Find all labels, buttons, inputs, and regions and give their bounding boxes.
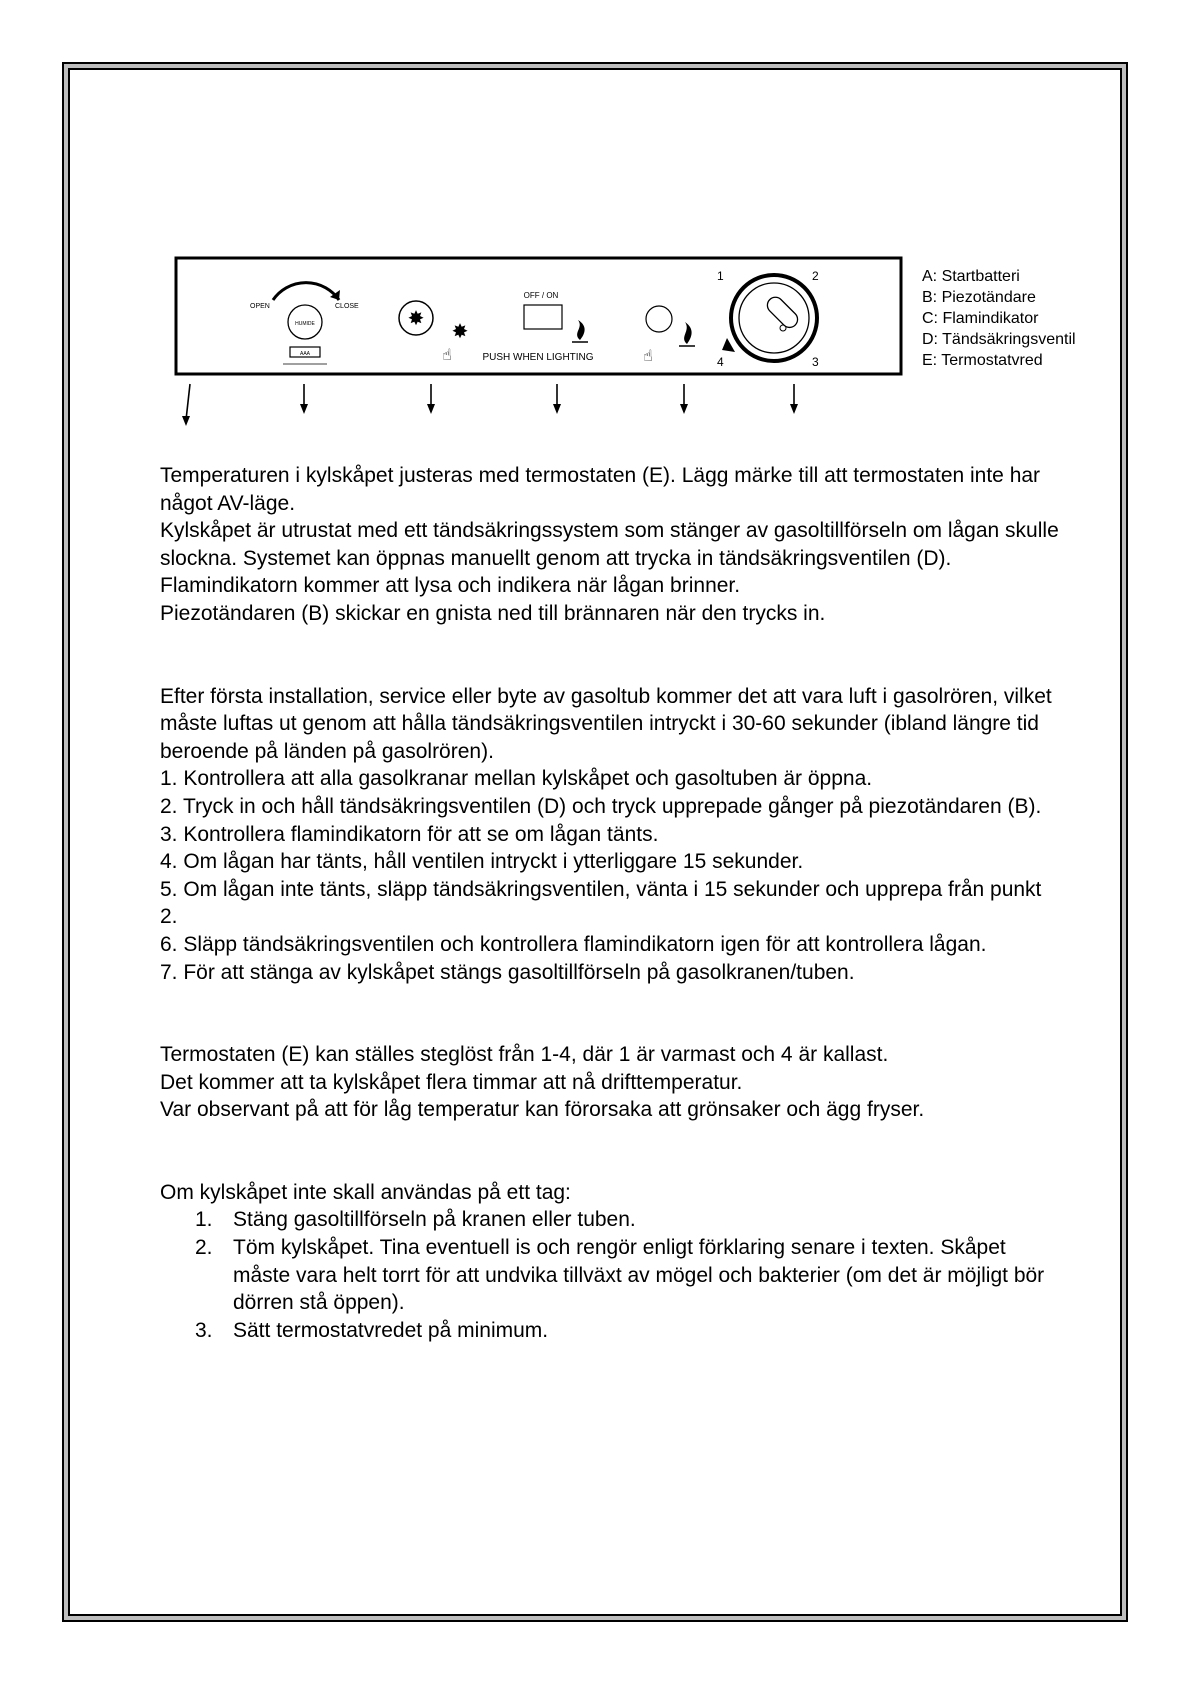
- step: 7. För att stänga av kylskåpet stängs gasoltillförseln på gasolkranen/tuben.: [160, 960, 855, 984]
- dial-number: 1: [717, 269, 724, 283]
- step: 5. Om lågan inte tänts, släpp tändsäkringsventilen, vänta i 15 sekunder och upprepa från punkt 2.: [160, 877, 1042, 929]
- safety-valve-button: [643, 306, 695, 365]
- dial-number: 4: [717, 355, 724, 369]
- paragraph: Flamindikatorn kommer att lysa och indikera när lågan brinner.: [160, 574, 741, 598]
- paragraph: Piezotändaren (B) skickar en gnista ned till brännaren när den trycks in.: [160, 601, 826, 625]
- list-number: 2.: [195, 1236, 213, 1260]
- paragraph: Efter första installation, service eller byte av gasoltub kommer det att vara luft i gasolrören, vilket måste luftas ut genom att hålla tändsäkringsventilen intryckt i 30-60 sekunder (ibland längre tid beroende på länden på gasolrören).: [160, 684, 1052, 763]
- list-item: [160, 1317, 1060, 1345]
- intro-section: [160, 462, 1060, 628]
- step: 6. Släpp tändsäkringsventilen och kontrollera flamindikatorn igen för att kontrollera lågan.: [160, 932, 987, 956]
- list-number: 1.: [195, 1208, 213, 1232]
- legend-item: A: Startbatteri: [922, 268, 1020, 285]
- thermostat-dial: [717, 269, 819, 369]
- control-panel-diagram: [0, 0, 1191, 440]
- close-label: CLOSE: [335, 303, 359, 310]
- spark-icon: ✸: [407, 306, 425, 330]
- label-arrows: [182, 384, 798, 426]
- step: 2. Tryck in och håll tändsäkringsventilen (D) och tryck upprepade gånger på piezotändaren (B).: [160, 794, 1042, 818]
- step: 4. Om lågan har tänts, håll ventilen intryckt i ytterliggare 15 sekunder.: [160, 850, 804, 874]
- list-text: Töm kylskåpet. Tina eventuell is och rengör enligt förklaring senare i texten. Skåpet måste vara helt torrt för att undvika tillväxt av mögel och bakterier (om det är möjligt bör dörren stå öppen).: [233, 1236, 1045, 1315]
- paragraph: Var observant på att för låg temperatur kan förorsaka att grönsaker och ägg fryser.: [160, 1098, 925, 1122]
- flame-icon: [577, 320, 584, 340]
- dial-number: 3: [812, 355, 819, 369]
- lighting-section: [160, 683, 1060, 987]
- paragraph: Det kommer att ta kylskåpet flera timmar att nå drifttemperatur.: [160, 1070, 743, 1094]
- spark-icon: ✸: [451, 319, 469, 343]
- step: 1. Kontrollera att alla gasolkranar mellan kylskåpet och gasoltuben är öppna.: [160, 767, 873, 791]
- paragraph: Temperaturen i kylskåpet justeras med termostaten (E). Lägg märke till att termostaten inte har något AV-läge.: [160, 464, 1041, 515]
- list-text: Stäng gasoltillförseln på kranen eller tuben.: [233, 1208, 636, 1232]
- flame-icon: [684, 322, 691, 344]
- list-item: [160, 1206, 1060, 1234]
- paragraph: Kylskåpet är utrustat med ett tändsäkringssystem som stänger av gasoltillförseln om lågan skulle slockna. Systemet kan öppnas manuellt genom att trycka in tändsäkringsventilen (D).: [160, 519, 1059, 570]
- battery-label: AAA: [299, 351, 311, 357]
- push-hand-icon: ☝: [442, 345, 452, 364]
- start-battery-knob: [250, 283, 359, 364]
- push-hand-icon: ☝: [643, 346, 653, 365]
- step: 3. Kontrollera flamindikatorn för att se om lågan tänts.: [160, 822, 659, 846]
- instructions: [160, 462, 1060, 1344]
- paragraph: Om kylskåpet inte skall användas på ett tag:: [160, 1180, 571, 1204]
- legend-item: D: Tändsäkringsventil: [922, 331, 1076, 348]
- list-number: 3.: [195, 1318, 213, 1342]
- piezo-button: [399, 301, 468, 364]
- dial-number: 2: [812, 269, 819, 283]
- legend-item: E: Termostatvred: [922, 352, 1043, 369]
- legend-item: B: Piezotändare: [922, 289, 1036, 306]
- open-label: OPEN: [250, 303, 270, 310]
- legend: [922, 266, 1076, 371]
- knob-label: HUMIDE: [295, 321, 315, 327]
- push-when-lighting-label: PUSH WHEN LIGHTING: [482, 352, 594, 363]
- thermostat-section: [160, 1041, 1060, 1124]
- list-text: Sätt termostatvredet på minimum.: [233, 1318, 549, 1342]
- storage-section: [160, 1179, 1060, 1345]
- storage-steps: [160, 1206, 1060, 1344]
- legend-item: C: Flamindikator: [922, 310, 1039, 327]
- flame-indicator-window: [482, 291, 593, 363]
- list-item: [160, 1234, 1060, 1317]
- off-on-label: OFF / ON: [523, 291, 559, 300]
- paragraph: Termostaten (E) kan ställes steglöst från 1-4, där 1 är varmast och 4 är kallast.: [160, 1043, 889, 1067]
